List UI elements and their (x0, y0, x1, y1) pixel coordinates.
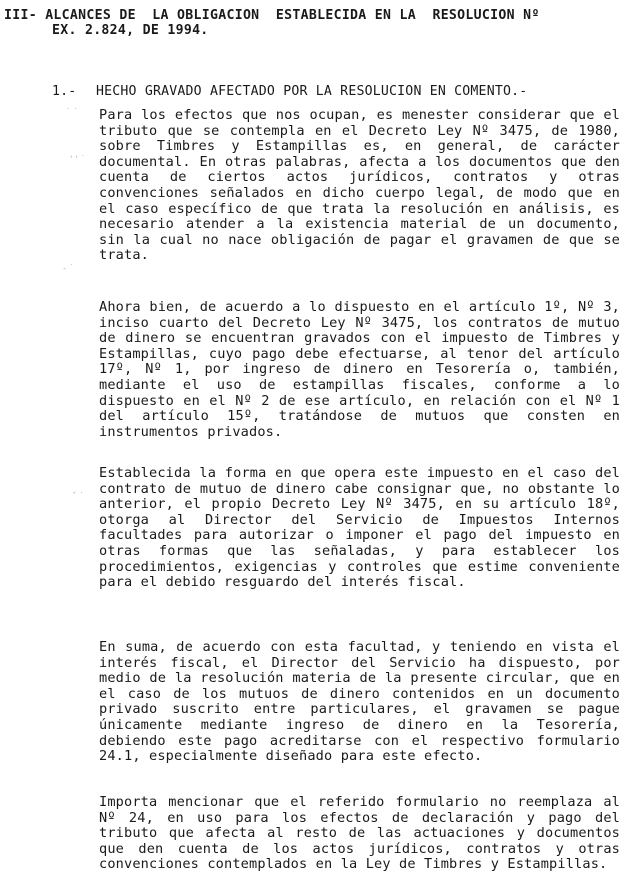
paragraph-4: En suma, de acuerdo con esta facultad, y teniendo en vista el interés fiscal, el Director del Servicio ha dispuesto, por medio de la resolución materia de la presente circular, que en el caso de los mutuos de dinero contenidos en un documento privado suscrito entre particulares, el gravamen se pague únicamente mediante ingreso de dinero en la Tesorería, debiendo este pago acreditarse con el respectivo formulario 24.1, especialmente diseñado para este efecto. (99, 639, 620, 765)
section-heading (52, 84, 622, 99)
scan-speck: ˙ ˙ (66, 108, 78, 118)
paragraph-5: Importa mencionar que el referido formulario no reemplaza al Nº 24, en uso para los efectos de declaración y pago del tributo que afecta al resto de las actuaciones y documentos que den cuenta de los actos jurídicos, contratos y otras convenciones contemplados en la Ley de Timbres y Estampillas. (99, 794, 620, 873)
section-number: 1.- (52, 84, 77, 99)
heading-line-1: III- ALCANCES DE LA OBLIGACION ESTABLECIDA EN LA RESOLUCION Nº (4, 8, 540, 23)
heading-line-2: EX. 2.824, DE 1994. (52, 23, 209, 38)
paragraph-2: Ahora bien, de acuerdo a lo dispuesto en el artículo 1º, Nº 3, inciso cuarto del Decreto Ley Nº 3475, los contratos de mutuo de dinero se encuentran gravados con el impuesto de Timbres y Estampillas, cuyo pago debe efectuarse, al tenor del artículo 17º, Nº 1, por ingreso de dinero en Tesorería o, también, mediante el uso de estampillas fiscales, conforme a lo dispuesto en el Nº 2 de ese artículo, en relación con el Nº 1 del artículo 15º, tratándose de mutuos que consten en instrumentos privados. (99, 299, 620, 440)
section-title: HECHO GRAVADO AFECTADO POR LA RESOLUCION EN COMENTO.- (96, 84, 528, 99)
scan-speck: - ˙ (63, 264, 74, 274)
paragraph-1: Para los efectos que nos ocupan, es menester considerar que el tributo que se contempla en el Decreto Ley Nº 3475, de 1980, sobre Timbres y Estampillas es, en general, de carácter documental. En otras palabras, afecta a los documentos que den cuenta de ciertos actos jurídicos, contratos y otras convenciones señalados en dicho cuerpo legal, de modo que en el caso específico de que trata la resolución en análisis, es necesario atender a la existencia material de un documento, sin la cual no nace obligación de pagar el gravamen de que se trata. (99, 107, 620, 264)
paragraph-3: Establecida la forma en que opera este impuesto en el caso del contrato de mutuo de dinero cabe consignar que, no obstante lo anterior, el propio Decreto Ley Nº 3475, en su artículo 18º, otorga al Director del Servicio de Impuestos Internos facultades para autorizar o imponer el pago del impuesto en otras formas que las señaladas, y para establecer los procedimientos, exigencias y controles que estime conveniente para el debido resguardo del interés fiscal. (99, 465, 620, 591)
scan-speck: ˇ ˙ (72, 492, 84, 502)
scan-speck: ' ' ˙ (70, 155, 86, 165)
document-heading (4, 8, 624, 38)
